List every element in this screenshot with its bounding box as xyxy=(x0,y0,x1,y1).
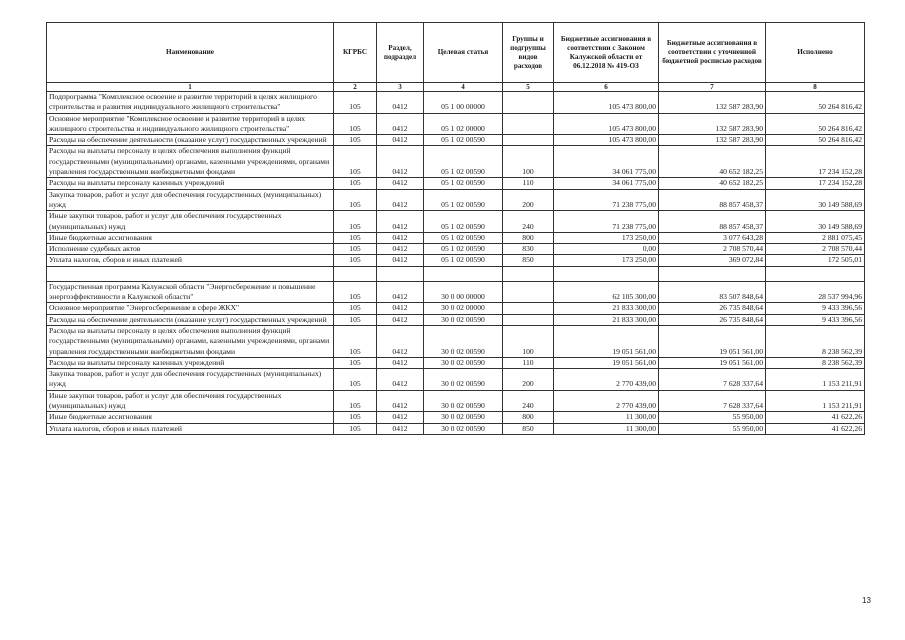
row-section-cell: 0412 xyxy=(377,369,424,391)
row-kgrbs-cell: 105 xyxy=(334,390,377,412)
row-group-cell: 100 xyxy=(503,325,554,357)
row-execution-cell: 172 505,01 xyxy=(766,255,865,266)
row-budget-law-cell: 105 473 800,00 xyxy=(554,113,659,135)
row-kgrbs-cell: 105 xyxy=(334,244,377,255)
row-kgrbs-cell: 105 xyxy=(334,325,377,357)
row-budget-updated-cell: 2 708 570,44 xyxy=(659,244,766,255)
row-budget-updated-cell: 7 628 337,64 xyxy=(659,369,766,391)
row-name-cell: Подпрограмма "Комплексное освоение и развитие территорий в целях жилищного строительства и развития индивидуального жилищного строительства" xyxy=(47,92,334,114)
header-name: Наименование xyxy=(47,23,334,83)
row-execution-cell: 9 433 396,56 xyxy=(766,303,865,314)
row-target-cell: 05 1 00 00000 xyxy=(424,92,503,114)
row-group-cell: 800 xyxy=(503,232,554,243)
column-number: 4 xyxy=(424,83,503,92)
row-kgrbs-cell: 105 xyxy=(334,357,377,368)
row-budget-law-cell: 21 833 300,00 xyxy=(554,303,659,314)
column-number: 2 xyxy=(334,83,377,92)
row-group-cell: 850 xyxy=(503,255,554,266)
table-row xyxy=(47,303,865,314)
row-budget-updated-cell: 19 051 561,00 xyxy=(659,325,766,357)
row-execution-cell: 41 622,26 xyxy=(766,412,865,423)
row-target-cell: 05 1 02 00590 xyxy=(424,146,503,178)
row-execution-cell: 1 153 211,91 xyxy=(766,390,865,412)
spacer-cell xyxy=(503,266,554,281)
table-row xyxy=(47,189,865,211)
row-execution-cell: 30 149 588,69 xyxy=(766,211,865,233)
column-number: 7 xyxy=(659,83,766,92)
row-target-cell: 30 0 02 00590 xyxy=(424,390,503,412)
row-target-cell: 05 1 02 00000 xyxy=(424,113,503,135)
row-group-cell: 110 xyxy=(503,178,554,189)
spacer-cell xyxy=(659,266,766,281)
row-name-cell: Расходы на обеспечение деятельности (оказание услуг) государственных учреждений xyxy=(47,314,334,325)
row-target-cell: 30 0 02 00000 xyxy=(424,303,503,314)
row-execution-cell: 28 537 994,96 xyxy=(766,281,865,303)
row-section-cell: 0412 xyxy=(377,135,424,146)
row-kgrbs-cell: 105 xyxy=(334,423,377,434)
row-group-cell xyxy=(503,303,554,314)
row-execution-cell: 41 622,26 xyxy=(766,423,865,434)
row-group-cell: 240 xyxy=(503,211,554,233)
row-section-cell: 0412 xyxy=(377,255,424,266)
row-name-cell: Основное мероприятие "Комплексное освоение и развитие территорий в целях жилищного строительства и индивидуального жилищного строительства" xyxy=(47,113,334,135)
table-row xyxy=(47,314,865,325)
table-body xyxy=(47,92,865,435)
header-row xyxy=(47,23,865,83)
spacer-cell xyxy=(334,266,377,281)
row-name-cell: Уплата налогов, сборов и иных платежей xyxy=(47,423,334,434)
table-row xyxy=(47,178,865,189)
row-section-cell: 0412 xyxy=(377,357,424,368)
row-group-cell xyxy=(503,314,554,325)
row-name-cell: Иные бюджетные ассигнования xyxy=(47,232,334,243)
row-execution-cell: 17 234 152,28 xyxy=(766,178,865,189)
row-budget-law-cell: 11 300,00 xyxy=(554,412,659,423)
row-section-cell: 0412 xyxy=(377,211,424,233)
row-target-cell: 05 1 02 00590 xyxy=(424,189,503,211)
table-row xyxy=(47,211,865,233)
row-kgrbs-cell: 105 xyxy=(334,211,377,233)
row-target-cell: 30 0 02 00590 xyxy=(424,357,503,368)
header-kgrbs: КГРБС xyxy=(334,23,377,83)
row-target-cell: 05 1 02 00590 xyxy=(424,255,503,266)
row-kgrbs-cell: 105 xyxy=(334,92,377,114)
row-budget-updated-cell: 132 587 283,90 xyxy=(659,92,766,114)
row-budget-law-cell: 62 105 300,00 xyxy=(554,281,659,303)
row-name-cell: Иные закупки товаров, работ и услуг для обеспечения государственных (муниципальных) нужд xyxy=(47,390,334,412)
row-budget-law-cell: 2 770 439,00 xyxy=(554,369,659,391)
row-budget-updated-cell: 83 507 848,64 xyxy=(659,281,766,303)
row-target-cell: 05 1 02 00590 xyxy=(424,244,503,255)
row-execution-cell: 30 149 588,69 xyxy=(766,189,865,211)
row-group-cell xyxy=(503,135,554,146)
row-budget-updated-cell: 26 735 848,64 xyxy=(659,314,766,325)
row-budget-law-cell: 34 061 775,00 xyxy=(554,178,659,189)
column-number: 5 xyxy=(503,83,554,92)
row-group-cell xyxy=(503,92,554,114)
row-name-cell: Основное мероприятие "Энергосбережение в сфере ЖКХ" xyxy=(47,303,334,314)
row-budget-law-cell: 11 300,00 xyxy=(554,423,659,434)
row-execution-cell: 2 881 075,45 xyxy=(766,232,865,243)
row-section-cell: 0412 xyxy=(377,423,424,434)
row-name-cell: Расходы на выплаты персоналу в целях обеспечения выполнения функций государственными (муниципальными) органами, казенными учреждениями, органами управления государственными внебюджетными фондами xyxy=(47,325,334,357)
row-name-cell: Расходы на обеспечение деятельности (оказание услуг) государственных учреждений xyxy=(47,135,334,146)
row-section-cell: 0412 xyxy=(377,146,424,178)
row-kgrbs-cell: 105 xyxy=(334,369,377,391)
spacer-cell xyxy=(47,266,334,281)
row-execution-cell: 2 708 570,44 xyxy=(766,244,865,255)
row-budget-updated-cell: 132 587 283,90 xyxy=(659,113,766,135)
row-name-cell: Уплата налогов, сборов и иных платежей xyxy=(47,255,334,266)
row-budget-updated-cell: 40 652 182,25 xyxy=(659,178,766,189)
row-budget-updated-cell: 369 072,84 xyxy=(659,255,766,266)
row-budget-law-cell: 0,00 xyxy=(554,244,659,255)
spacer-cell xyxy=(377,266,424,281)
row-budget-law-cell: 2 770 439,00 xyxy=(554,390,659,412)
row-kgrbs-cell: 105 xyxy=(334,281,377,303)
row-section-cell: 0412 xyxy=(377,178,424,189)
row-budget-law-cell: 71 238 775,00 xyxy=(554,211,659,233)
row-section-cell: 0412 xyxy=(377,92,424,114)
row-kgrbs-cell: 105 xyxy=(334,146,377,178)
row-budget-updated-cell: 88 857 458,37 xyxy=(659,189,766,211)
column-number: 1 xyxy=(47,83,334,92)
spacer-cell xyxy=(766,266,865,281)
row-section-cell: 0412 xyxy=(377,113,424,135)
row-group-cell: 800 xyxy=(503,412,554,423)
row-budget-law-cell: 21 833 300,00 xyxy=(554,314,659,325)
row-section-cell: 0412 xyxy=(377,281,424,303)
row-section-cell: 0412 xyxy=(377,232,424,243)
table-row xyxy=(47,255,865,266)
table-row xyxy=(47,325,865,357)
row-kgrbs-cell: 105 xyxy=(334,178,377,189)
header-budget-law: Бюджетные ассигнования в соответствии с Законом Калужской области от 06.12.2018 № 419-ОЗ xyxy=(554,23,659,83)
header-section: Раздел, подраздел xyxy=(377,23,424,83)
row-name-cell: Расходы на выплаты персоналу казенных учреждений xyxy=(47,178,334,189)
row-target-cell: 30 0 02 00590 xyxy=(424,325,503,357)
row-target-cell: 05 1 02 00590 xyxy=(424,211,503,233)
header-budget-updated: Бюджетные ассигнования в соответствии с уточненной бюджетной росписью расходов xyxy=(659,23,766,83)
table-row xyxy=(47,390,865,412)
column-number: 6 xyxy=(554,83,659,92)
row-group-cell: 100 xyxy=(503,146,554,178)
table-row xyxy=(47,357,865,368)
row-section-cell: 0412 xyxy=(377,325,424,357)
row-execution-cell: 9 433 396,56 xyxy=(766,314,865,325)
column-number: 8 xyxy=(766,83,865,92)
row-execution-cell: 1 153 211,91 xyxy=(766,369,865,391)
row-kgrbs-cell: 105 xyxy=(334,232,377,243)
table-row xyxy=(47,369,865,391)
row-budget-updated-cell: 19 051 561,00 xyxy=(659,357,766,368)
row-budget-updated-cell: 3 077 643,28 xyxy=(659,232,766,243)
row-section-cell: 0412 xyxy=(377,314,424,325)
row-budget-law-cell: 173 250,00 xyxy=(554,255,659,266)
row-budget-law-cell: 173 250,00 xyxy=(554,232,659,243)
row-budget-updated-cell: 26 735 848,64 xyxy=(659,303,766,314)
row-kgrbs-cell: 105 xyxy=(334,314,377,325)
row-name-cell: Расходы на выплаты персоналу казенных учреждений xyxy=(47,357,334,368)
row-kgrbs-cell: 105 xyxy=(334,412,377,423)
column-number-row xyxy=(47,83,865,92)
row-execution-cell: 17 234 152,28 xyxy=(766,146,865,178)
table-row xyxy=(47,113,865,135)
row-group-cell: 850 xyxy=(503,423,554,434)
row-budget-updated-cell: 55 950,00 xyxy=(659,412,766,423)
row-target-cell: 05 1 02 00590 xyxy=(424,232,503,243)
row-section-cell: 0412 xyxy=(377,412,424,423)
budget-table xyxy=(46,22,865,435)
row-name-cell: Закупка товаров, работ и услуг для обеспечения государственных (муниципальных) нужд xyxy=(47,189,334,211)
row-kgrbs-cell: 105 xyxy=(334,255,377,266)
table-row xyxy=(47,281,865,303)
row-execution-cell: 8 238 562,39 xyxy=(766,357,865,368)
row-group-cell: 110 xyxy=(503,357,554,368)
header-groups: Группы и подгруппы видов расходов xyxy=(503,23,554,83)
row-group-cell: 200 xyxy=(503,189,554,211)
row-name-cell: Расходы на выплаты персоналу в целях обеспечения выполнения функций государственными (муниципальными) органами, казенными учреждениями, органами управления государственными внебюджетными фондами xyxy=(47,146,334,178)
table-row xyxy=(47,423,865,434)
row-name-cell: Исполнение судебных актов xyxy=(47,244,334,255)
row-kgrbs-cell: 105 xyxy=(334,135,377,146)
row-group-cell: 830 xyxy=(503,244,554,255)
row-execution-cell: 50 264 816,42 xyxy=(766,113,865,135)
header-execution: Исполнено xyxy=(766,23,865,83)
row-budget-law-cell: 105 473 800,00 xyxy=(554,135,659,146)
table-row xyxy=(47,135,865,146)
row-execution-cell: 8 238 562,39 xyxy=(766,325,865,357)
row-budget-updated-cell: 55 950,00 xyxy=(659,423,766,434)
table-row xyxy=(47,146,865,178)
row-group-cell xyxy=(503,281,554,303)
row-budget-law-cell: 34 061 775,00 xyxy=(554,146,659,178)
header-target: Целевая статья xyxy=(424,23,503,83)
row-budget-updated-cell: 132 587 283,90 xyxy=(659,135,766,146)
row-budget-updated-cell: 88 857 458,37 xyxy=(659,211,766,233)
row-target-cell: 30 0 02 00590 xyxy=(424,412,503,423)
row-name-cell: Иные бюджетные ассигнования xyxy=(47,412,334,423)
budget-page xyxy=(46,22,864,435)
row-budget-law-cell: 105 473 800,00 xyxy=(554,92,659,114)
spacer-row xyxy=(47,266,865,281)
row-target-cell: 30 0 02 00590 xyxy=(424,369,503,391)
row-section-cell: 0412 xyxy=(377,390,424,412)
table-row xyxy=(47,232,865,243)
row-execution-cell: 50 264 816,42 xyxy=(766,135,865,146)
row-group-cell xyxy=(503,113,554,135)
table-row xyxy=(47,244,865,255)
spacer-cell xyxy=(424,266,503,281)
row-name-cell: Иные закупки товаров, работ и услуг для обеспечения государственных (муниципальных) нужд xyxy=(47,211,334,233)
table-row xyxy=(47,412,865,423)
table-row xyxy=(47,92,865,114)
row-budget-updated-cell: 7 628 337,64 xyxy=(659,390,766,412)
row-section-cell: 0412 xyxy=(377,189,424,211)
row-kgrbs-cell: 105 xyxy=(334,113,377,135)
row-target-cell: 30 0 00 00000 xyxy=(424,281,503,303)
row-group-cell: 240 xyxy=(503,390,554,412)
row-budget-law-cell: 19 051 561,00 xyxy=(554,325,659,357)
row-target-cell: 30 0 02 00590 xyxy=(424,423,503,434)
row-kgrbs-cell: 105 xyxy=(334,189,377,211)
row-name-cell: Государственная программа Калужской области "Энергосбережение и повышение энергоэффективности в Калужской области" xyxy=(47,281,334,303)
row-kgrbs-cell: 105 xyxy=(334,303,377,314)
spacer-cell xyxy=(554,266,659,281)
row-name-cell: Закупка товаров, работ и услуг для обеспечения государственных (муниципальных) нужд xyxy=(47,369,334,391)
column-number: 3 xyxy=(377,83,424,92)
row-group-cell: 200 xyxy=(503,369,554,391)
row-section-cell: 0412 xyxy=(377,244,424,255)
row-target-cell: 05 1 02 00590 xyxy=(424,178,503,189)
page-number: 13 xyxy=(862,596,871,605)
row-budget-law-cell: 19 051 561,00 xyxy=(554,357,659,368)
row-target-cell: 30 0 02 00590 xyxy=(424,314,503,325)
row-target-cell: 05 1 02 00590 xyxy=(424,135,503,146)
row-budget-updated-cell: 40 652 182,25 xyxy=(659,146,766,178)
row-budget-law-cell: 71 238 775,00 xyxy=(554,189,659,211)
row-execution-cell: 50 264 816,42 xyxy=(766,92,865,114)
row-section-cell: 0412 xyxy=(377,303,424,314)
